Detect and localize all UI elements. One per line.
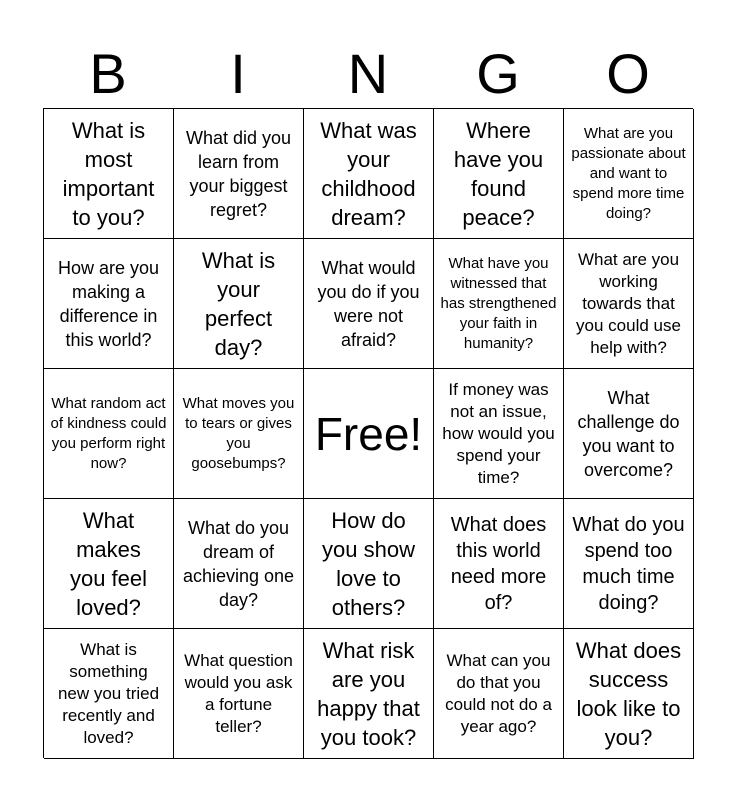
cell-text: What are you passionate about and want to spend more time doing? (571, 124, 686, 222)
header-letter-i: I (230, 42, 246, 105)
header-letter-g: G (476, 42, 520, 105)
bingo-cell[interactable] (564, 369, 694, 499)
bingo-cell[interactable] (174, 109, 304, 239)
bingo-cell[interactable] (44, 499, 174, 629)
bingo-cell[interactable] (434, 109, 564, 239)
cell-text: What can you do that you could not do a year ago? (445, 650, 552, 736)
bingo-cell[interactable] (564, 239, 694, 369)
cell-text: What are you working towards that you could use help with? (576, 249, 681, 357)
bingo-cell[interactable] (434, 369, 564, 499)
cell-text: What makes you feel loved? (69, 507, 148, 620)
header-letter-o: O (606, 42, 650, 105)
bingo-cell[interactable] (304, 239, 434, 369)
cell-text: What random act of kindness could you perform right now? (50, 394, 167, 472)
cell-text: What risk are you happy that you took? (317, 637, 420, 750)
cell-text: What have you witnessed that has strengthened your faith in humanity? (440, 254, 557, 352)
cell-text: What do you dream of achieving one day? (182, 517, 295, 610)
bingo-cell[interactable] (174, 369, 304, 499)
cell-text: What is your perfect day? (201, 247, 276, 360)
bingo-cell[interactable] (174, 629, 304, 759)
bingo-cell[interactable] (44, 629, 174, 759)
header-letter-b: B (89, 42, 127, 105)
cell-text: What does this world need more of? (450, 513, 547, 614)
bingo-cell[interactable] (564, 629, 694, 759)
cell-text: How do you show love to others? (322, 507, 415, 620)
cell-text: If money was not an issue, how would you spend your time? (442, 379, 555, 487)
cell-text: What would you do if you were not afraid? (317, 257, 420, 350)
bingo-cell[interactable] (434, 629, 564, 759)
bingo-cell[interactable] (564, 499, 694, 629)
header-letter-n: N (347, 42, 389, 105)
bingo-header (43, 40, 693, 108)
cell-text: What did you learn from your biggest regret? (185, 127, 292, 220)
cell-text: What do you spend too much time doing? (572, 513, 685, 614)
cell-text: How are you making a difference in this world? (57, 257, 160, 350)
cell-text: What does success look like to you? (575, 637, 682, 750)
cell-text: What was your childhood dream? (320, 117, 417, 230)
bingo-cell[interactable] (304, 109, 434, 239)
cell-text: What is something new you tried recently and loved? (57, 639, 160, 747)
bingo-cell[interactable] (174, 499, 304, 629)
bingo-cell[interactable] (44, 239, 174, 369)
cell-text: What challenge do you want to overcome? (577, 387, 680, 480)
cell-text: What is most important to you? (62, 117, 155, 230)
bingo-cell[interactable] (304, 629, 434, 759)
bingo-cell[interactable] (564, 109, 694, 239)
bingo-board (43, 108, 693, 758)
cell-text: Where have you found peace? (453, 117, 544, 230)
bingo-cell[interactable] (44, 369, 174, 499)
bingo-cell[interactable] (304, 499, 434, 629)
free-space-label: Free! (314, 407, 423, 460)
bingo-cell[interactable] (434, 499, 564, 629)
bingo-cell[interactable] (174, 239, 304, 369)
bingo-cell[interactable] (434, 239, 564, 369)
cell-text: What moves you to tears or gives you goosebumps? (182, 394, 295, 472)
free-space[interactable] (304, 369, 434, 499)
cell-text: What question would you ask a fortune teller? (184, 650, 293, 736)
bingo-cell[interactable] (44, 109, 174, 239)
